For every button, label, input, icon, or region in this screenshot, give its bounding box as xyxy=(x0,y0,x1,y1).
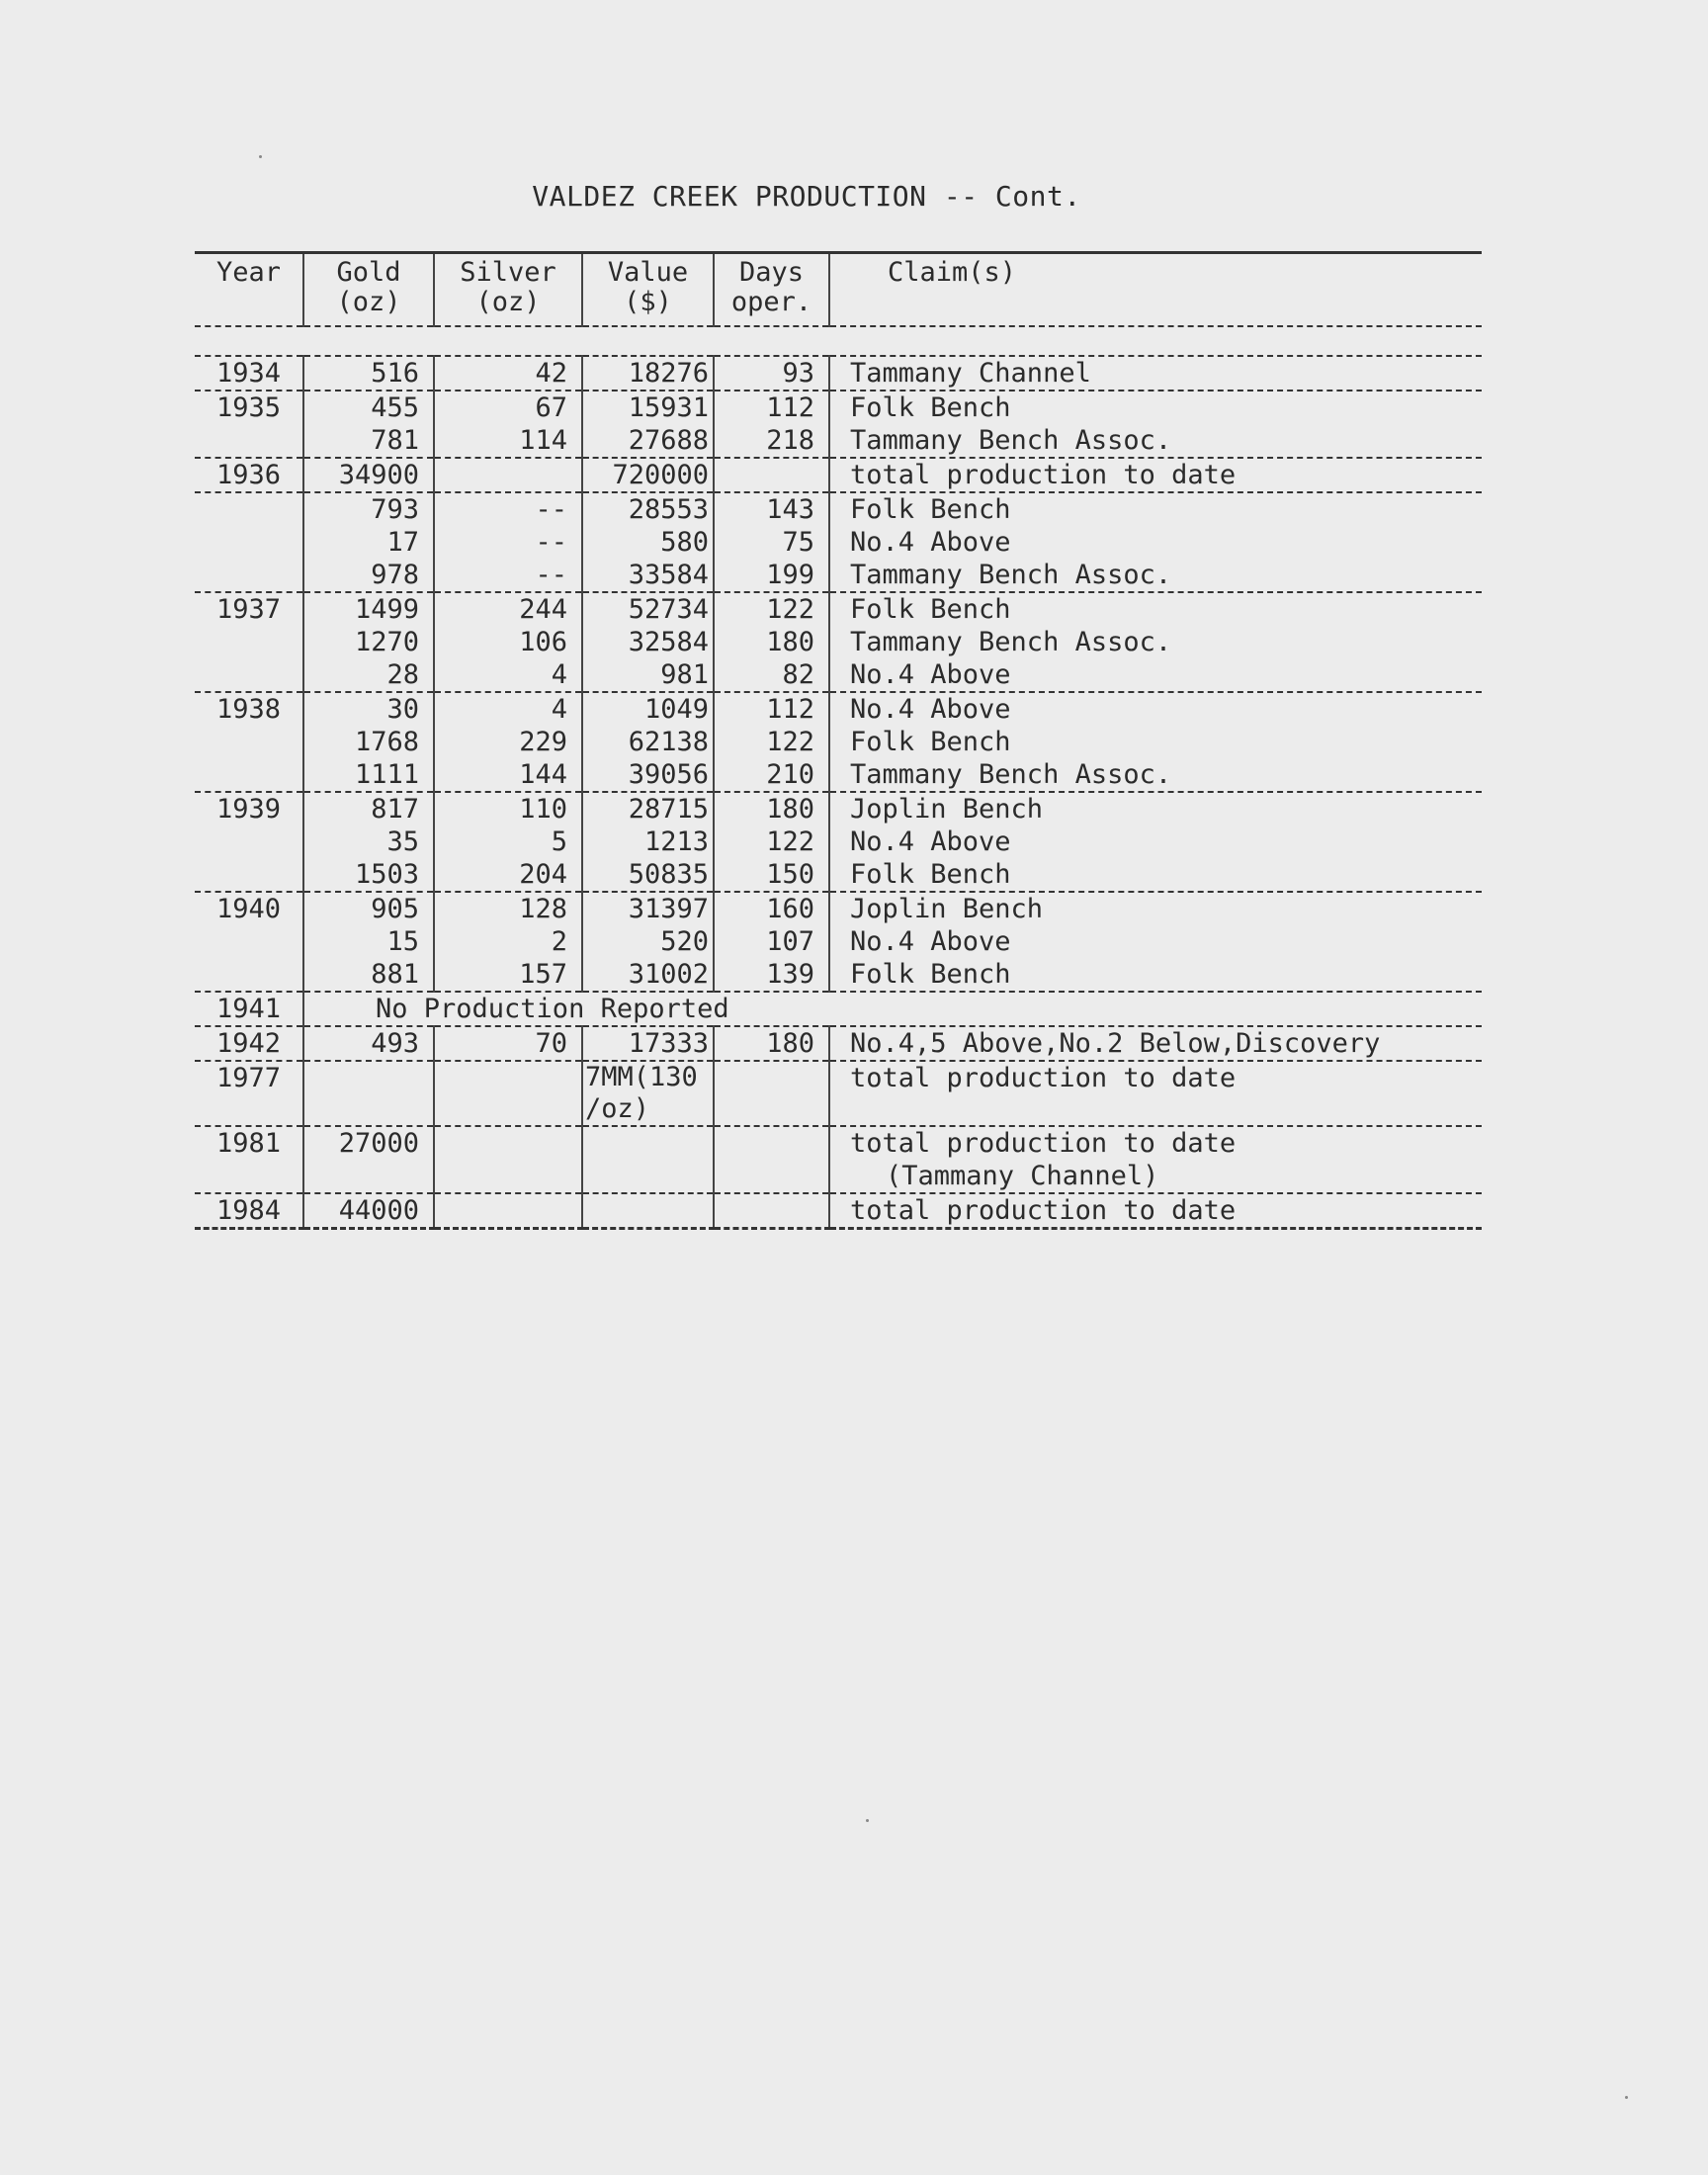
year-cell xyxy=(195,726,303,758)
table-row xyxy=(195,356,1482,391)
header-days xyxy=(714,253,829,327)
header-gold xyxy=(303,253,434,327)
gold-cell: 493 xyxy=(303,1026,434,1061)
claim-cell xyxy=(829,424,1482,458)
claim-text: No.4 Above xyxy=(850,826,1011,857)
value-cell: 1049 xyxy=(582,692,714,726)
gold-cell: 35 xyxy=(303,826,434,858)
days-cell: 218 xyxy=(714,424,829,458)
days-cell xyxy=(714,458,829,492)
table-row xyxy=(195,658,1482,692)
silver-cell: 244 xyxy=(434,592,582,626)
gold-cell: 1768 xyxy=(303,726,434,758)
days-cell: 93 xyxy=(714,356,829,391)
header-silver-line2: (oz) xyxy=(475,287,541,317)
paper-speck xyxy=(866,1819,869,1822)
value-cell: 15931 xyxy=(582,391,714,424)
value-cell: 520 xyxy=(582,925,714,958)
silver-cell: 204 xyxy=(434,858,582,892)
year-cell: 1941 xyxy=(195,992,303,1026)
gold-cell: 516 xyxy=(303,356,434,391)
value-cell: 7MM(130 /oz) xyxy=(582,1061,714,1126)
days-cell: 112 xyxy=(714,692,829,726)
days-cell: 210 xyxy=(714,758,829,792)
value-cell xyxy=(582,1126,714,1193)
silver-cell: -- xyxy=(434,492,582,526)
year-cell xyxy=(195,826,303,858)
claim-text: total production to date xyxy=(850,1063,1237,1093)
days-cell: 139 xyxy=(714,958,829,992)
silver-cell: 229 xyxy=(434,726,582,758)
table-row xyxy=(195,424,1482,458)
production-table xyxy=(195,251,1482,1230)
year-cell xyxy=(195,492,303,526)
header-value-line2: ($) xyxy=(624,287,672,317)
claim-cell xyxy=(829,792,1482,826)
table-row xyxy=(195,391,1482,424)
table-body xyxy=(195,326,1482,1229)
table-row xyxy=(195,1126,1482,1193)
gold-cell: 1503 xyxy=(303,858,434,892)
claim-text-continued: (Tammany Channel) xyxy=(886,1161,1159,1191)
year-cell: 1936 xyxy=(195,458,303,492)
silver-cell: -- xyxy=(434,559,582,592)
header-silver-line1: Silver xyxy=(460,257,556,288)
year-cell xyxy=(195,526,303,559)
claim-cell xyxy=(829,1126,1482,1193)
claim-text: Tammany Bench Assoc. xyxy=(850,425,1172,456)
gold-cell: 1499 xyxy=(303,592,434,626)
claim-text: No.4 Above xyxy=(850,694,1011,725)
table-row xyxy=(195,492,1482,526)
gold-cell: 905 xyxy=(303,892,434,925)
silver-cell: 67 xyxy=(434,391,582,424)
header-value-line1: Value xyxy=(607,257,689,288)
claim-text: Folk Bench xyxy=(850,959,1011,990)
table-row xyxy=(195,958,1482,992)
value-cell: 1213 xyxy=(582,826,714,858)
claim-cell xyxy=(829,1061,1482,1126)
claim-cell xyxy=(829,892,1482,925)
days-cell: 122 xyxy=(714,826,829,858)
value-cell: 580 xyxy=(582,526,714,559)
days-cell xyxy=(714,1061,829,1126)
header-gold-line1: Gold xyxy=(336,257,401,288)
page-title: VALDEZ CREEK PRODUCTION -- Cont. xyxy=(532,180,1081,213)
table-row xyxy=(195,559,1482,592)
claim-text: Joplin Bench xyxy=(850,894,1044,924)
claim-text: Tammany Bench Assoc. xyxy=(850,759,1172,790)
value-cell: 31002 xyxy=(582,958,714,992)
table-row xyxy=(195,792,1482,826)
days-cell: 160 xyxy=(714,892,829,925)
gold-cell: 28 xyxy=(303,658,434,692)
claim-text: No.4 Above xyxy=(850,527,1011,558)
value-cell: 52734 xyxy=(582,592,714,626)
header-gold-line2: (oz) xyxy=(336,287,401,317)
silver-cell: 106 xyxy=(434,626,582,658)
gold-cell: 781 xyxy=(303,424,434,458)
claim-text: Tammany Bench Assoc. xyxy=(850,560,1172,590)
gold-cell: 881 xyxy=(303,958,434,992)
value-cell: 981 xyxy=(582,658,714,692)
table-row xyxy=(195,626,1482,658)
claim-cell xyxy=(829,1193,1482,1229)
claim-text: total production to date xyxy=(850,1195,1237,1226)
year-cell: 1942 xyxy=(195,1026,303,1061)
claim-text: No.4 Above xyxy=(850,659,1011,690)
claim-cell xyxy=(829,391,1482,424)
year-cell: 1981 xyxy=(195,1126,303,1193)
header-row xyxy=(195,253,1482,327)
claim-text: total production to date xyxy=(850,460,1237,490)
table-row xyxy=(195,692,1482,726)
value-cell xyxy=(582,1193,714,1229)
year-cell: 1940 xyxy=(195,892,303,925)
year-cell: 1935 xyxy=(195,391,303,424)
silver-cell xyxy=(434,1193,582,1229)
table-row-no-production xyxy=(195,992,1482,1026)
claim-text: total production to date xyxy=(850,1128,1237,1159)
days-cell: 180 xyxy=(714,626,829,658)
silver-cell xyxy=(434,1126,582,1193)
days-cell: 75 xyxy=(714,526,829,559)
silver-cell: 110 xyxy=(434,792,582,826)
claim-cell xyxy=(829,492,1482,526)
value-cell: 28715 xyxy=(582,792,714,826)
value-cell: 28553 xyxy=(582,492,714,526)
value-cell: 39056 xyxy=(582,758,714,792)
claim-cell xyxy=(829,958,1482,992)
claim-text: No.4,5 Above,No.2 Below,Discovery xyxy=(850,1028,1381,1059)
year-cell: 1984 xyxy=(195,1193,303,1229)
header-claim: Claim(s) xyxy=(829,253,1482,327)
days-cell: 180 xyxy=(714,1026,829,1061)
days-cell: 82 xyxy=(714,658,829,692)
header-spacer-row xyxy=(195,326,1482,356)
claim-text: Tammany Channel xyxy=(850,358,1091,389)
value-cell: 33584 xyxy=(582,559,714,592)
gold-cell: 1111 xyxy=(303,758,434,792)
table-row xyxy=(195,892,1482,925)
header-value xyxy=(582,253,714,327)
no-production-note: No Production Reported xyxy=(303,992,1482,1026)
claim-text: Folk Bench xyxy=(850,859,1011,890)
claim-cell xyxy=(829,526,1482,559)
claim-text: Folk Bench xyxy=(850,727,1011,757)
days-cell: 180 xyxy=(714,792,829,826)
silver-cell: -- xyxy=(434,526,582,559)
table-row xyxy=(195,1026,1482,1061)
gold-cell: 1270 xyxy=(303,626,434,658)
gold-cell: 34900 xyxy=(303,458,434,492)
table-row xyxy=(195,826,1482,858)
silver-cell: 114 xyxy=(434,424,582,458)
days-cell: 107 xyxy=(714,925,829,958)
days-cell xyxy=(714,1193,829,1229)
silver-cell: 128 xyxy=(434,892,582,925)
claim-cell xyxy=(829,658,1482,692)
table-row xyxy=(195,458,1482,492)
year-cell: 1977 xyxy=(195,1061,303,1126)
value-cell: 17333 xyxy=(582,1026,714,1061)
days-cell: 122 xyxy=(714,592,829,626)
silver-cell xyxy=(434,1061,582,1126)
claim-text: No.4 Above xyxy=(850,926,1011,957)
claim-text: Folk Bench xyxy=(850,594,1011,625)
claim-cell xyxy=(829,826,1482,858)
days-cell xyxy=(714,1126,829,1193)
claim-cell xyxy=(829,458,1482,492)
claim-cell xyxy=(829,559,1482,592)
gold-cell xyxy=(303,1061,434,1126)
year-cell: 1937 xyxy=(195,592,303,626)
year-cell: 1934 xyxy=(195,356,303,391)
claim-cell xyxy=(829,858,1482,892)
silver-cell: 4 xyxy=(434,658,582,692)
claim-cell xyxy=(829,626,1482,658)
claim-cell xyxy=(829,726,1482,758)
table-row xyxy=(195,592,1482,626)
table-row xyxy=(195,726,1482,758)
table-row xyxy=(195,858,1482,892)
year-cell xyxy=(195,958,303,992)
gold-cell: 817 xyxy=(303,792,434,826)
year-cell xyxy=(195,424,303,458)
paper-speck xyxy=(259,155,262,158)
days-cell: 150 xyxy=(714,858,829,892)
days-cell: 199 xyxy=(714,559,829,592)
silver-cell: 5 xyxy=(434,826,582,858)
header-silver xyxy=(434,253,582,327)
header-days-line2: oper. xyxy=(730,287,812,317)
value-cell: 18276 xyxy=(582,356,714,391)
days-cell: 122 xyxy=(714,726,829,758)
gold-cell: 30 xyxy=(303,692,434,726)
claim-text: Joplin Bench xyxy=(850,794,1044,825)
gold-cell: 455 xyxy=(303,391,434,424)
gold-cell: 27000 xyxy=(303,1126,434,1193)
claim-text: Folk Bench xyxy=(850,494,1011,525)
value-cell: 720000 xyxy=(582,458,714,492)
claim-cell xyxy=(829,1026,1482,1061)
days-cell: 143 xyxy=(714,492,829,526)
gold-cell: 978 xyxy=(303,559,434,592)
table-row xyxy=(195,1193,1482,1229)
claim-cell xyxy=(829,692,1482,726)
claim-cell xyxy=(829,925,1482,958)
silver-cell: 2 xyxy=(434,925,582,958)
silver-cell: 144 xyxy=(434,758,582,792)
silver-cell xyxy=(434,458,582,492)
claim-cell xyxy=(829,592,1482,626)
year-cell: 1938 xyxy=(195,692,303,726)
value-cell: 27688 xyxy=(582,424,714,458)
silver-cell: 157 xyxy=(434,958,582,992)
value-cell: 50835 xyxy=(582,858,714,892)
table-row xyxy=(195,1061,1482,1126)
header-days-line1: Days xyxy=(738,257,805,288)
year-cell xyxy=(195,658,303,692)
year-cell xyxy=(195,858,303,892)
gold-cell: 793 xyxy=(303,492,434,526)
value-cell: 32584 xyxy=(582,626,714,658)
silver-cell: 4 xyxy=(434,692,582,726)
year-cell xyxy=(195,925,303,958)
paper-speck xyxy=(1625,2096,1628,2099)
value-cell: 31397 xyxy=(582,892,714,925)
year-cell xyxy=(195,626,303,658)
claim-text: Tammany Bench Assoc. xyxy=(850,627,1172,657)
year-cell xyxy=(195,758,303,792)
year-cell: 1939 xyxy=(195,792,303,826)
claim-cell xyxy=(829,758,1482,792)
table-row xyxy=(195,526,1482,559)
table-row xyxy=(195,758,1482,792)
header-year: Year xyxy=(195,253,303,327)
claim-cell xyxy=(829,356,1482,391)
days-cell: 112 xyxy=(714,391,829,424)
claim-text: Folk Bench xyxy=(850,392,1011,423)
silver-cell: 42 xyxy=(434,356,582,391)
value-cell: 62138 xyxy=(582,726,714,758)
gold-cell: 44000 xyxy=(303,1193,434,1229)
gold-cell: 17 xyxy=(303,526,434,559)
table-row xyxy=(195,925,1482,958)
gold-cell: 15 xyxy=(303,925,434,958)
year-cell xyxy=(195,559,303,592)
silver-cell: 70 xyxy=(434,1026,582,1061)
